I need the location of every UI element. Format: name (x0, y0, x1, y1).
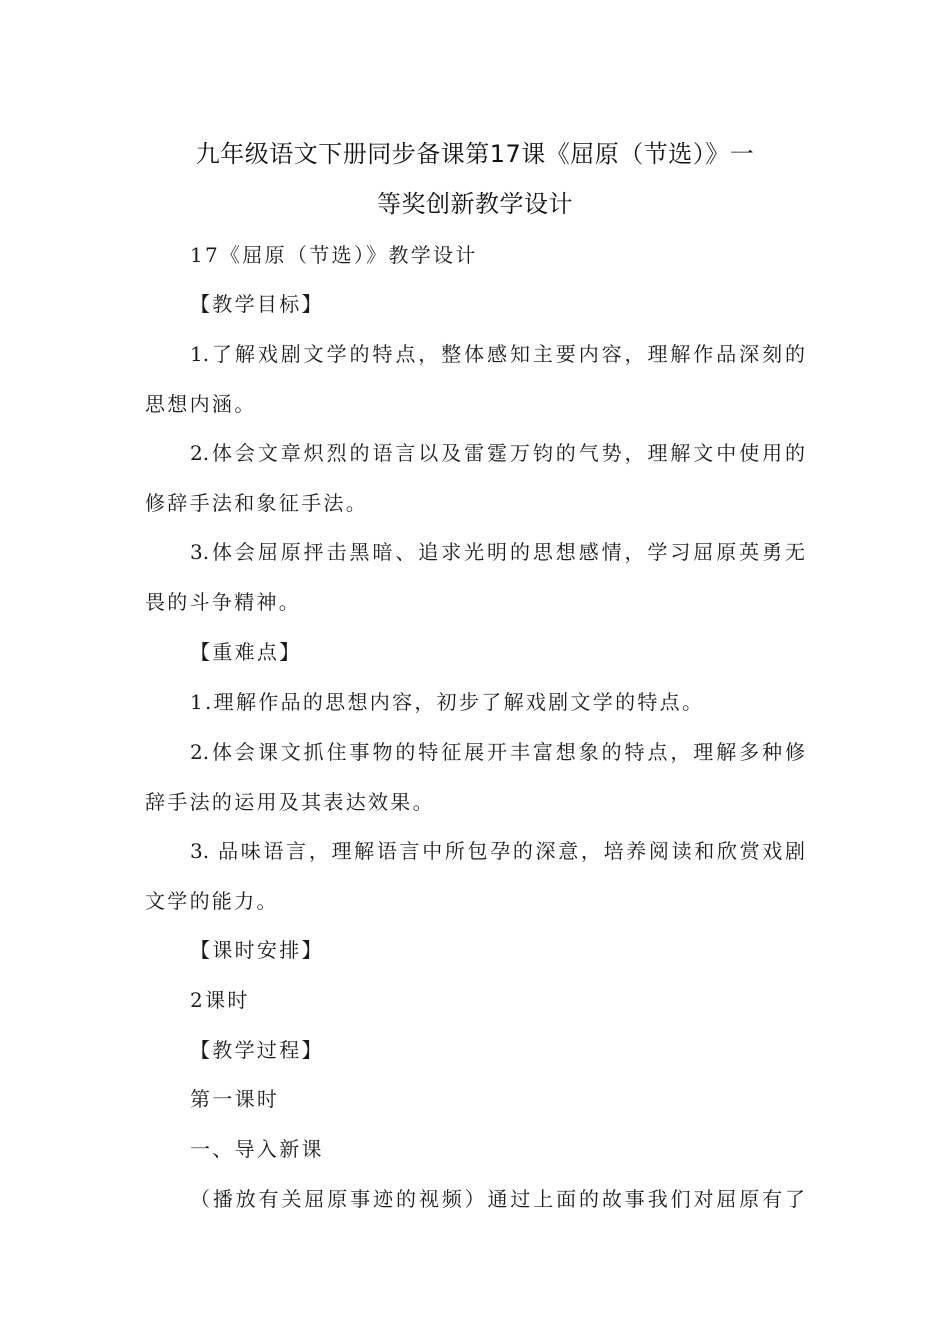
section-heading-goals: 【教学目标】 (190, 292, 324, 316)
key-point-3-line-1: 3. 品味语言，理解语言中所包孕的深意，培养阅读和欣赏戏剧 (190, 839, 805, 863)
goal-1-line-1: 1.了解戏剧文学的特点，整体感知主要内容，理解作品深刻的 (190, 342, 805, 366)
step-heading: 一、导入新课 (190, 1137, 324, 1161)
goal-2-line-1: 2.体会文章炽烈的语言以及雷霆万钧的气势，理解文中使用的 (190, 441, 805, 465)
document-title-line-1: 九年级语文下册同步备课第17课《屈原（节选）》一 (195, 140, 755, 168)
section-heading-key-points: 【重难点】 (190, 640, 302, 664)
document-title-line-2: 等奖创新教学设计 (377, 190, 573, 218)
goal-1-line-2: 思想内涵。 (145, 392, 257, 416)
schedule-text: 2课时 (190, 988, 250, 1012)
step-1-text: （播放有关屈原事迹的视频）通过上面的故事我们对屈原有了 (190, 1187, 805, 1211)
section-heading-schedule: 【课时安排】 (190, 938, 324, 962)
goal-3-line-1: 3.体会屈原抨击黑暗、追求光明的思想感情，学习屈原英勇无 (190, 540, 805, 564)
goal-2-line-2: 修辞手法和象征手法。 (145, 491, 368, 515)
lesson-heading: 第一课时 (190, 1087, 280, 1111)
key-point-3-line-2: 文学的能力。 (145, 889, 279, 913)
goal-3-line-2: 畏的斗争精神。 (145, 590, 302, 614)
key-point-1: 1.理解作品的思想内容，初步了解戏剧文学的特点。 (190, 690, 705, 714)
key-point-2-line-1: 2.体会课文抓住事物的特征展开丰富想象的特点，理解多种修 (190, 740, 805, 764)
section-heading-process: 【教学过程】 (190, 1038, 324, 1062)
document-subtitle: 17《屈原（节选）》教学设计 (190, 243, 478, 267)
key-point-2-line-2: 辞手法的运用及其表达效果。 (145, 790, 435, 814)
